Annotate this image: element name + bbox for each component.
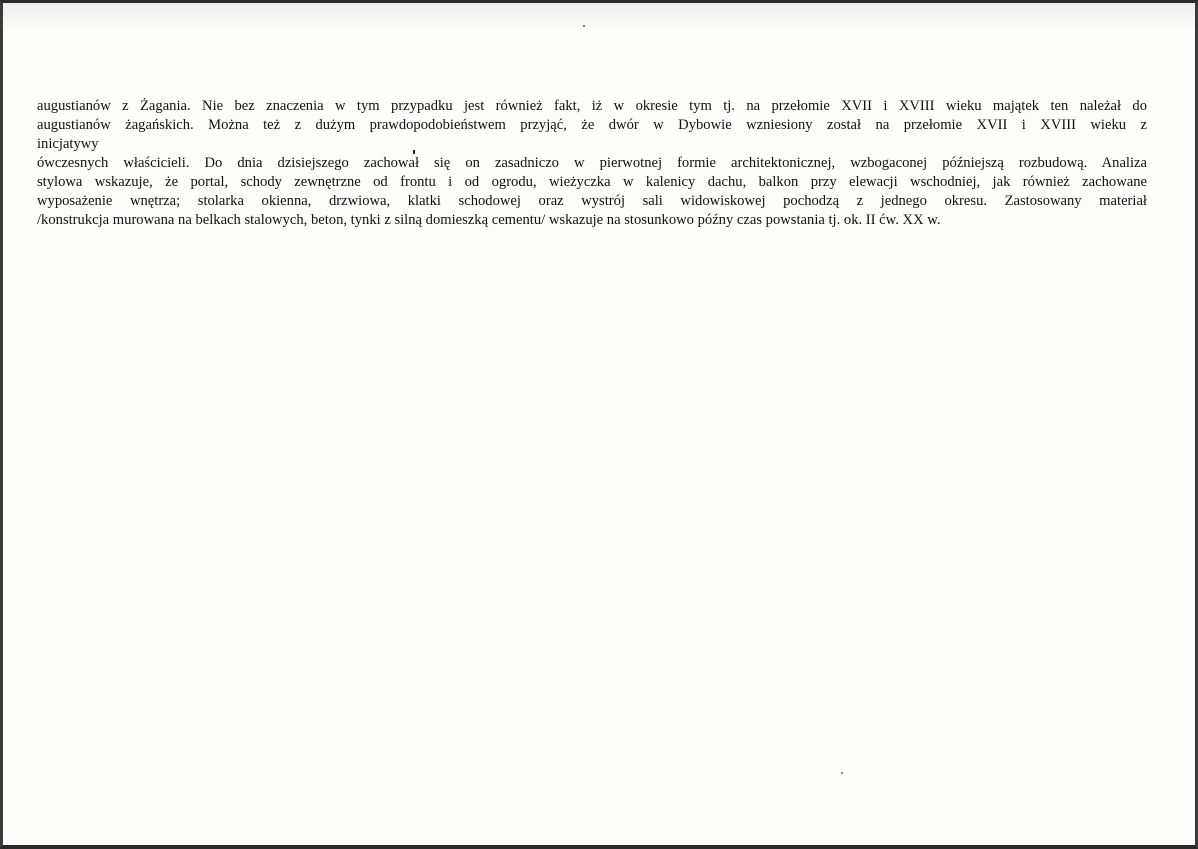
text-line-5: stylowa wskazuje, że portal, schody zewnętrzne od frontu i od ogrodu, wieżyczka w kalenicy dachu, balkon przy elewacji wschodniej, jak również zachowane bbox=[37, 174, 1147, 190]
text-line-1: augustianów z Żagania. Nie bez znaczenia w tym przypadku jest również fakt, iż w okresie tym tj. na przełomie XVII i XVIII wieku majątek ten należał do bbox=[37, 98, 1147, 114]
scan-speck bbox=[841, 772, 843, 774]
scan-speck bbox=[583, 25, 585, 27]
text-line-3: inicjatywy bbox=[37, 136, 99, 152]
text-line-7: /konstrukcja murowana na belkach stalowych, beton, tynki z silną domieszką cementu/ wskazuje na stosunkowo późny czas powstania tj. ok. II ćw. XX w. bbox=[37, 212, 941, 228]
paragraph bbox=[37, 97, 1147, 230]
scan-shadow bbox=[3, 3, 1195, 33]
text-line-4: ówczesnych właścicieli. Do dnia dzisiejszego zachował się on zasadniczo w pierwotnej formie architektonicznej, wzbogaconej późniejszą rozbudową. Analiza bbox=[37, 155, 1147, 171]
stray-mark bbox=[413, 150, 415, 154]
body-text bbox=[37, 97, 1147, 230]
text-line-2: augustianów żagańskich. Można też z dużym prawdopodobieństwem przyjąć, że dwór w Dybowie wzniesiony został na przełomie XVII i XVIII wieku z bbox=[37, 117, 1147, 133]
text-line-6: wyposażenie wnętrza; stolarka okienna, drzwiowa, klatki schodowej oraz wystrój sali widowiskowej pochodzą z jednego okresu. Zastosowany materiał bbox=[37, 193, 1147, 209]
